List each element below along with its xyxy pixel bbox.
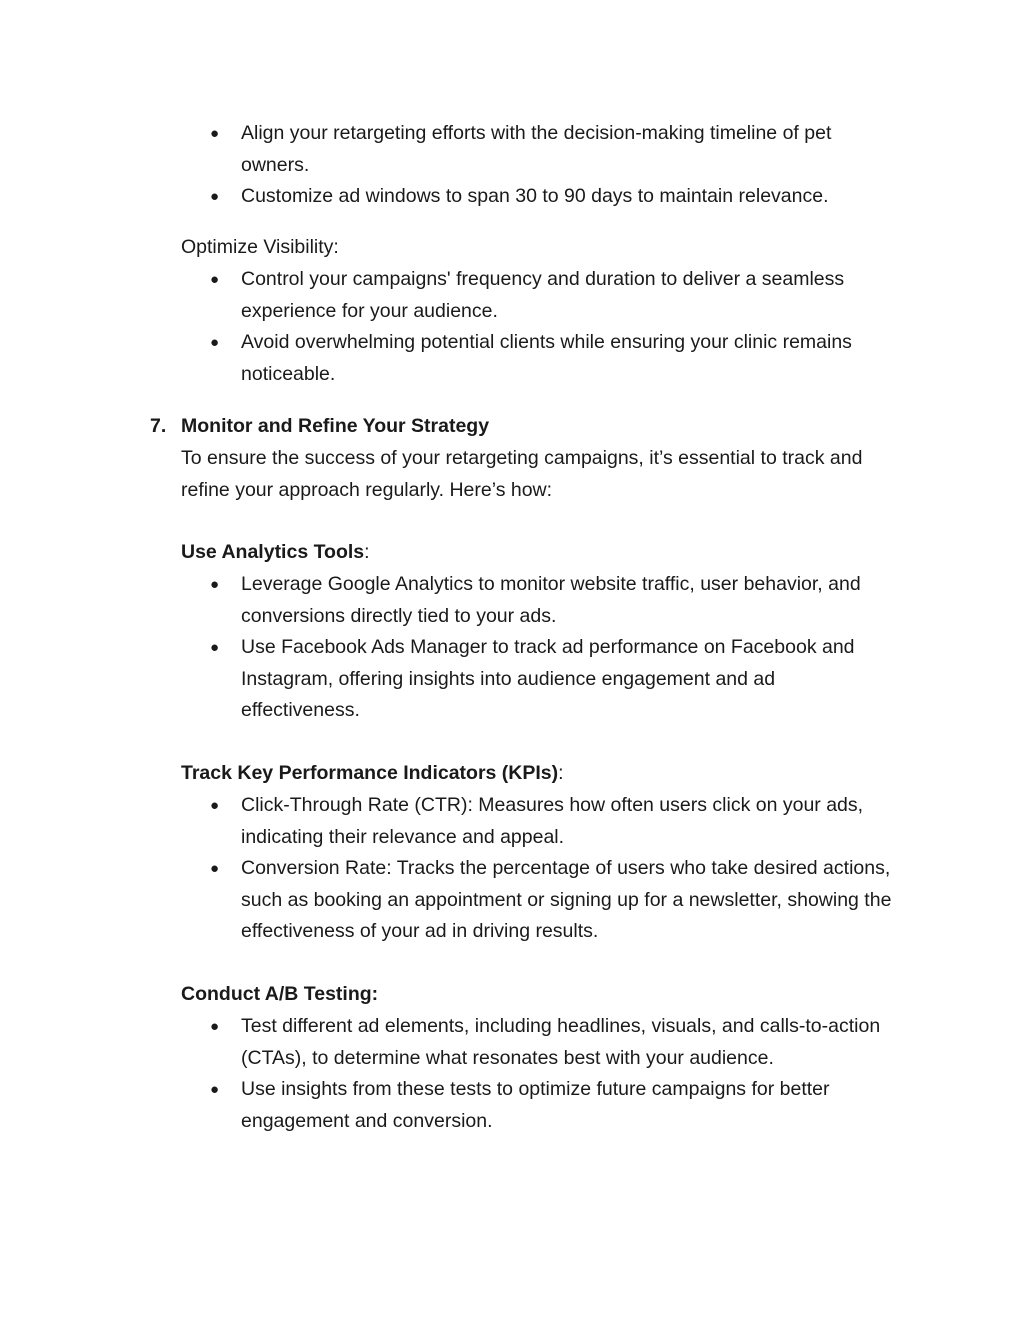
analytics-heading-text: Use Analytics Tools [181, 541, 365, 563]
list-item [208, 118, 898, 181]
analytics-heading [181, 537, 901, 569]
list-item [208, 790, 898, 853]
list-item [208, 569, 898, 632]
list-item [208, 327, 898, 390]
section-title: Monitor and Refine Your Strategy [181, 415, 490, 437]
bullet-text: Conversion Rate: Tracks the percentage of users who take desired actions, such as booking an appointment or signing up for a newsletter, showing the effectiveness of your ad in driving results. [241, 857, 892, 942]
bullet-icon: ● [210, 639, 220, 656]
optimize-bullet-list [208, 264, 898, 390]
bullet-icon: ● [210, 860, 220, 877]
list-item [208, 264, 898, 327]
abtest-bullet-list [208, 1011, 898, 1137]
analytics-bullet-list [208, 569, 898, 727]
optimize-visibility-heading: Optimize Visibility: [181, 236, 339, 258]
bullet-text: Customize ad windows to span 30 to 90 days to maintain relevance. [241, 185, 829, 207]
kpis-bullet-list [208, 790, 898, 948]
kpis-heading-text: Track Key Performance Indicators (KPIs) [181, 762, 559, 784]
kpis-heading [181, 758, 901, 790]
heading-colon: : [558, 762, 564, 784]
bullet-icon: ● [210, 576, 220, 593]
list-item [208, 853, 898, 948]
list-item [208, 181, 898, 213]
bullet-text: Click-Through Rate (CTR): Measures how often users click on your ads, indicating their relevance and appeal. [241, 794, 864, 848]
bullet-icon: ● [210, 125, 220, 142]
bullet-text: Test different ad elements, including headlines, visuals, and calls-to-action (CTAs), to determine what resonates best with your audience. [241, 1015, 881, 1069]
section-number: 7. [150, 415, 167, 437]
heading-colon: : [364, 541, 370, 563]
intro-bullet-list [208, 118, 898, 213]
bullet-text: Align your retargeting efforts with the decision-making timeline of pet owners. [241, 122, 832, 176]
bullet-icon: ● [210, 334, 220, 351]
list-item [208, 1074, 898, 1137]
bullet-text: Use Facebook Ads Manager to track ad performance on Facebook and Instagram, offering insights into audience engagement and ad effectiveness. [241, 636, 855, 721]
bullet-text: Control your campaigns' frequency and duration to deliver a seamless experience for your audience. [241, 268, 845, 322]
bullet-icon: ● [210, 271, 220, 288]
list-item [208, 1011, 898, 1074]
bullet-text: Avoid overwhelming potential clients while ensuring your clinic remains noticeable. [241, 331, 852, 385]
list-item [208, 632, 898, 727]
bullet-text: Leverage Google Analytics to monitor website traffic, user behavior, and conversions directly tied to your ads. [241, 573, 861, 627]
bullet-icon: ● [210, 797, 220, 814]
bullet-text: Use insights from these tests to optimize future campaigns for better engagement and conversion. [241, 1078, 830, 1132]
bullet-icon: ● [210, 1018, 220, 1035]
abtest-heading: Conduct A/B Testing: [181, 983, 379, 1005]
bullet-icon: ● [210, 188, 220, 205]
section-intro: To ensure the success of your retargeting campaigns, it’s essential to track and refine your approach regularly. Here’s how: [181, 447, 863, 501]
bullet-icon: ● [210, 1081, 220, 1098]
